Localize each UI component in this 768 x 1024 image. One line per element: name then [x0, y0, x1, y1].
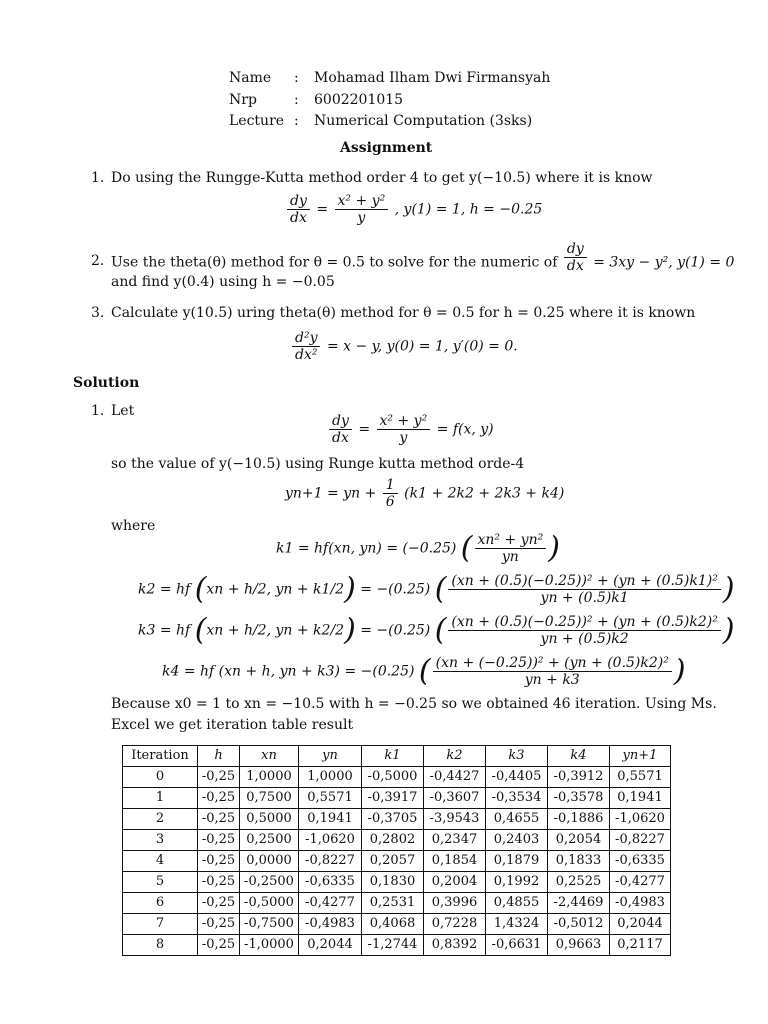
column-header: Iteration	[123, 746, 198, 767]
problem1-equation: $\frac{dy}{dx}$ = $\frac{\text{x² + y²}}{y}$ , y(1) = 1, h = −0.25	[285, 193, 542, 226]
table-cell: -0,3578	[548, 788, 610, 809]
table-row	[123, 767, 671, 788]
table-cell: 5	[123, 872, 198, 893]
colon: :	[294, 70, 299, 86]
table-row	[123, 893, 671, 914]
table-cell: -0,7500	[240, 914, 299, 935]
assignment-title: Assignment	[340, 140, 433, 156]
table-cell: -1,0620	[299, 830, 362, 851]
table-header-row	[123, 746, 671, 767]
table-cell: 0,4855	[486, 893, 548, 914]
function-definition: $\frac{dy}{dx}$ = $\frac{\text{x² + y²}}{y}$ = f(x, y)	[327, 413, 494, 446]
table-row	[123, 872, 671, 893]
because-text: Because x0 = 1 to xn = −10.5 with h = −0.25 so we obtained 46 iteration. Using Ms.	[111, 696, 717, 712]
table-cell: 0,2044	[610, 914, 671, 935]
k2-formula: k2 = hf (xn + h/2, yn + k1/2) = −(0.25) ( $\frac{\text{(xn + (0.5)(−0.25))² + (yn + (0.5)k1)²}}{yn + (0.5)k1}$ )	[138, 571, 735, 607]
problem-text: Use the theta(θ) method for θ = 0.5 to solve for the numeric of $\frac{dy}{dx}$ = 3xy − y², y(1) = 0	[111, 241, 735, 274]
let-text: Let	[111, 403, 135, 419]
table-cell: 0,2525	[548, 872, 610, 893]
table-cell: 0,8392	[424, 935, 486, 956]
table-cell: 1,0000	[240, 767, 299, 788]
table-row	[123, 830, 671, 851]
table-cell: -0,25	[198, 788, 240, 809]
table-cell: -0,4277	[610, 872, 671, 893]
table-cell: 0,0000	[240, 851, 299, 872]
solution-number: 1.	[91, 403, 105, 419]
nrp-value: 6002201015	[314, 92, 404, 108]
colon: :	[294, 92, 299, 108]
table-cell: -0,4427	[424, 767, 486, 788]
column-header: yn+1	[610, 746, 671, 767]
table-cell: -0,5000	[240, 893, 299, 914]
table-cell: -0,25	[198, 872, 240, 893]
table-cell: -0,25	[198, 935, 240, 956]
table-cell: 0,3996	[424, 893, 486, 914]
problem-text: Do using the Rungge-Kutta method order 4 to get y(−10.5) where it is know	[111, 170, 653, 186]
table-cell: 0,2044	[299, 935, 362, 956]
table-cell: -0,5000	[362, 767, 424, 788]
table-cell: -0,8227	[299, 851, 362, 872]
table-cell: 0,9663	[548, 935, 610, 956]
table-cell: 1	[123, 788, 198, 809]
because-text-line2: Excel we get iteration table result	[111, 717, 354, 733]
name-label: Name	[229, 70, 272, 86]
so-text: so the value of y(−10.5) using Runge kutta method orde-4	[111, 456, 525, 472]
table-cell: 0,1992	[486, 872, 548, 893]
problem3-equation: $\frac{\text{d²y}}{\text{dx²}}$ = x − y, y(0) = 1, y′(0) = 0.	[290, 330, 518, 363]
table-cell: 0	[123, 767, 198, 788]
where-text: where	[111, 518, 156, 534]
rk-formula: yn+1 = yn + $\frac{1}{6}$ (k1 + 2k2 + 2k3 + k4)	[285, 477, 565, 510]
table-cell: -0,4277	[299, 893, 362, 914]
table-cell: 0,1854	[424, 851, 486, 872]
table-cell: 0,2054	[548, 830, 610, 851]
table-cell: -0,3912	[548, 767, 610, 788]
table-cell: 0,5571	[610, 767, 671, 788]
table-cell: -0,5012	[548, 914, 610, 935]
column-header: h	[198, 746, 240, 767]
problem-text: Calculate y(10.5) uring theta(θ) method for θ = 0.5 for h = 0.25 where it is known	[111, 305, 696, 321]
table-cell: 1,0000	[299, 767, 362, 788]
table-cell: 2	[123, 809, 198, 830]
table-cell: -0,4983	[610, 893, 671, 914]
table-cell: -0,25	[198, 914, 240, 935]
table-cell: 0,7500	[240, 788, 299, 809]
table-cell: 0,4068	[362, 914, 424, 935]
table-cell: 0,2117	[610, 935, 671, 956]
table-cell: 3	[123, 830, 198, 851]
iteration-table	[122, 745, 671, 956]
colon: :	[294, 113, 299, 129]
table-cell: -2,4469	[548, 893, 610, 914]
table-cell: 0,1941	[299, 809, 362, 830]
table-cell: -0,8227	[610, 830, 671, 851]
problem-number: 2.	[91, 253, 105, 269]
table-cell: -0,3917	[362, 788, 424, 809]
table-cell: 0,1879	[486, 851, 548, 872]
table-cell: 6	[123, 893, 198, 914]
table-cell: -0,1886	[548, 809, 610, 830]
table-cell: -0,25	[198, 809, 240, 830]
table-cell: 0,2500	[240, 830, 299, 851]
column-header: xn	[240, 746, 299, 767]
table-cell: -0,25	[198, 767, 240, 788]
table-cell: -0,3705	[362, 809, 424, 830]
problem-text-line2: and find y(0.4) using h = −0.05	[111, 274, 335, 290]
table-cell: -0,2500	[240, 872, 299, 893]
table-cell: 0,1941	[610, 788, 671, 809]
table-cell: 0,5571	[299, 788, 362, 809]
table-cell: 0,1830	[362, 872, 424, 893]
k4-formula: k4 = hf (xn + h, yn + k3) = −(0.25) ( $\frac{\text{(xn + (−0.25))² + (yn + (0.5)k2)²}}{yn + k3}$ )	[162, 653, 686, 689]
table-cell: -0,3534	[486, 788, 548, 809]
problem-number: 1.	[91, 170, 105, 186]
table-cell: -0,6335	[610, 851, 671, 872]
table-cell: -1,0000	[240, 935, 299, 956]
table-cell: 0,2347	[424, 830, 486, 851]
table-cell: -0,25	[198, 851, 240, 872]
table-cell: 0,2802	[362, 830, 424, 851]
table-cell: -0,4405	[486, 767, 548, 788]
lecture-label: Lecture	[229, 113, 285, 129]
table-cell: 0,2403	[486, 830, 548, 851]
table-cell: -0,6335	[299, 872, 362, 893]
k1-formula: k1 = hf(xn, yn) = (−0.25) ( $\frac{\text{xn² + yn²}}{yn}$ )	[276, 530, 560, 566]
table-row	[123, 914, 671, 935]
problem-number: 3.	[91, 305, 105, 321]
table-row	[123, 851, 671, 872]
table-cell: 4	[123, 851, 198, 872]
table-cell: 1,4324	[486, 914, 548, 935]
k3-formula: k3 = hf (xn + h/2, yn + k2/2) = −(0.25) ( $\frac{\text{(xn + (0.5)(−0.25))² + (yn + (0.5)k2)²}}{yn + (0.5)k2}$ )	[138, 612, 735, 648]
table-cell: -0,6631	[486, 935, 548, 956]
table-cell: -3,9543	[424, 809, 486, 830]
table-cell: 0,2004	[424, 872, 486, 893]
table-row	[123, 935, 671, 956]
lecture-value: Numerical Computation (3sks)	[314, 113, 533, 129]
table-cell: -1,2744	[362, 935, 424, 956]
table-cell: 0,2531	[362, 893, 424, 914]
table-cell: -0,25	[198, 893, 240, 914]
table-cell: 0,5000	[240, 809, 299, 830]
table-cell: 0,4655	[486, 809, 548, 830]
table-row	[123, 809, 671, 830]
table-cell: -0,25	[198, 830, 240, 851]
column-header: k1	[362, 746, 424, 767]
column-header: yn	[299, 746, 362, 767]
table-cell: -1,0620	[610, 809, 671, 830]
table-cell: -0,4983	[299, 914, 362, 935]
name-value: Mohamad Ilham Dwi Firmansyah	[314, 70, 551, 86]
column-header: k4	[548, 746, 610, 767]
table-cell: 0,2057	[362, 851, 424, 872]
nrp-label: Nrp	[229, 92, 257, 108]
table-cell: 8	[123, 935, 198, 956]
table-cell: 0,1833	[548, 851, 610, 872]
table-cell: 0,7228	[424, 914, 486, 935]
solution-title: Solution	[73, 375, 140, 391]
table-body	[123, 767, 671, 956]
table-cell: 7	[123, 914, 198, 935]
column-header: k3	[486, 746, 548, 767]
table-row	[123, 788, 671, 809]
table-cell: -0,3607	[424, 788, 486, 809]
column-header: k2	[424, 746, 486, 767]
